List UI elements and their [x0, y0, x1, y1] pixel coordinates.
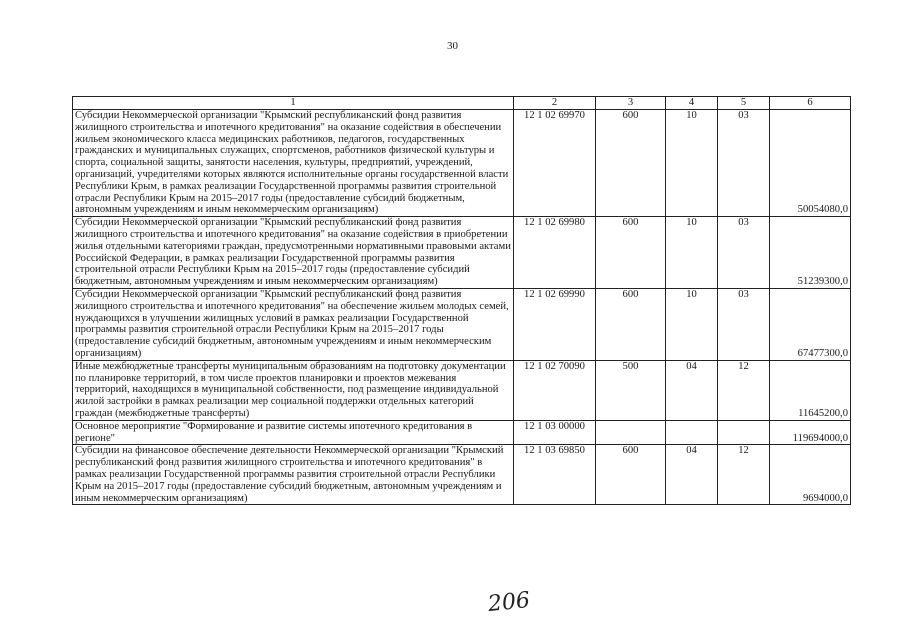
row-col4: 10: [666, 288, 718, 360]
row-name: Субсидии на финансовое обеспечение деятельности Некоммерческой организации "Крымский республиканский фонд развития жилищного строительства и ипотечного кредитования" в рамках реализации Государственной программы развития строительной отрасли Республики Крым на 2015–2017 годы (предоставление субсидий бюджетным, автономным учреждениям и иным некоммерческим организациям): [73, 445, 514, 505]
row-code: 12 1 02 70090: [514, 360, 596, 420]
row-name: Субсидии Некоммерческой организации "Крымский республиканский фонд развития жилищного строительства и ипотечного кредитования" на оказание содействия в приобретении жилья отдельными категориями граждан, предусмотренными нормативными правовыми актами Российской Федерации, в рамках реализации Государственной программы развития строительной отрасли Республики Крым на 2015–2017 годы (предоставление субсидий бюджетным, автономным учреждениям и иным некоммерческим организациям): [73, 217, 514, 289]
row-col4: 10: [666, 110, 718, 217]
row-name: Субсидии Некоммерческой организации "Крымский республиканский фонд развития жилищного строительства и ипотечного кредитования" на обеспечение жильем молодых семей, нуждающихся в улучшении жилищных условий в рамках реализации Государственной программы развития строительной отрасли Республики Крым на 2015–2017 годы (предоставление субсидий бюджетным, автономным учреждениям и иным некоммерческим организациям): [73, 288, 514, 360]
row-col4: [666, 420, 718, 445]
row-code: 12 1 03 69850: [514, 445, 596, 505]
budget-table: [72, 96, 851, 505]
table-row: [73, 288, 851, 360]
row-col5: 03: [718, 217, 770, 289]
row-sum: 11645200,0: [770, 360, 851, 420]
row-sum: 51239300,0: [770, 217, 851, 289]
row-sum: 119694000,0: [770, 420, 851, 445]
row-code: 12 1 03 00000: [514, 420, 596, 445]
row-col5: 03: [718, 288, 770, 360]
header-col-5: 5: [718, 97, 770, 110]
row-col3: [596, 420, 666, 445]
row-col3: 500: [596, 360, 666, 420]
row-sum: 50054080,0: [770, 110, 851, 217]
row-col3: 600: [596, 445, 666, 505]
header-col-4: 4: [666, 97, 718, 110]
row-code: 12 1 02 69970: [514, 110, 596, 217]
row-name: Основное мероприятие "Формирование и развитие системы ипотечного кредитования в регионе": [73, 420, 514, 445]
row-sum: 9694000,0: [770, 445, 851, 505]
table-row: [73, 110, 851, 217]
row-col4: 04: [666, 445, 718, 505]
table-header-row: [73, 97, 851, 110]
row-col4: 10: [666, 217, 718, 289]
page-number: 30: [447, 40, 458, 52]
row-col5: [718, 420, 770, 445]
row-sum: 67477300,0: [770, 288, 851, 360]
header-col-6: 6: [770, 97, 851, 110]
row-col3: 600: [596, 110, 666, 217]
table-row: [73, 445, 851, 505]
row-col5: 12: [718, 445, 770, 505]
row-col5: 03: [718, 110, 770, 217]
row-col3: 600: [596, 217, 666, 289]
table-row: [73, 420, 851, 445]
handwritten-page-mark: 206: [486, 587, 532, 618]
row-name: Иные межбюджетные трансферты муниципальным образованиям на подготовку документации по планировке территорий, в том числе проектов планировки и проектов межевания территорий, находящихся в муниципальной собственности, под размещение индивидуальной жилой застройки в рамках реализации мер социальной поддержки отдельных категорий граждан (межбюджетные трансферты): [73, 360, 514, 420]
header-col-1: 1: [73, 97, 514, 110]
row-col3: 600: [596, 288, 666, 360]
table-row: [73, 360, 851, 420]
header-col-2: 2: [514, 97, 596, 110]
row-code: 12 1 02 69990: [514, 288, 596, 360]
table-row: [73, 217, 851, 289]
row-col5: 12: [718, 360, 770, 420]
row-col4: 04: [666, 360, 718, 420]
row-name: Субсидии Некоммерческой организации "Крымский республиканский фонд развития жилищного строительства и ипотечного кредитования" на оказание содействия в обеспечении жильем экономического класса медицинских работников, педагогов, государственных гражданских и муниципальных служащих, спортсменов, работников физической культуры и спорта, социальной защиты, занятости населения, культуры, предприятий, учреждений, организаций, учредителями которых являются исполнительные органы государственной власти Республики Крым, в рамках реализации Государственной программы развития строительной отрасли Республики Крым на 2015–2017 годы (предоставление субсидий бюджетным, автономным учреждениям и иным некоммерческим организациям): [73, 110, 514, 217]
header-col-3: 3: [596, 97, 666, 110]
row-code: 12 1 02 69980: [514, 217, 596, 289]
